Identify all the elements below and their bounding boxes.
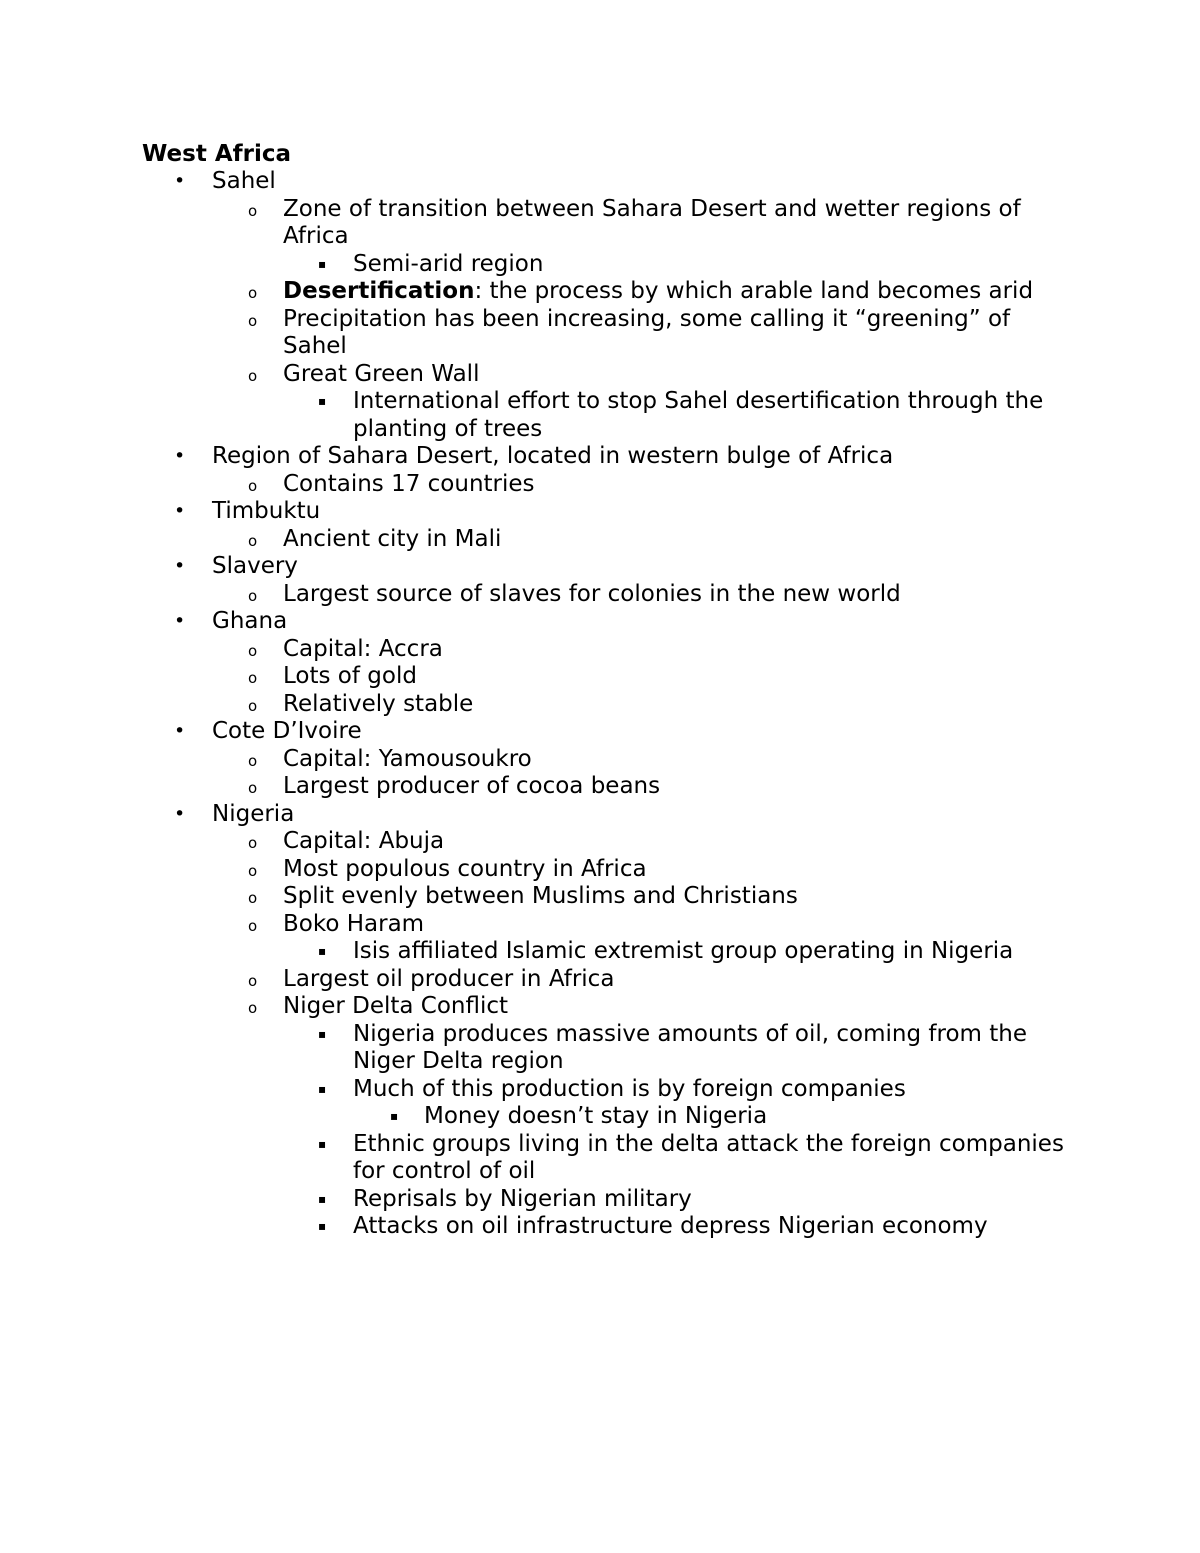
outline-item-text: Cote D’Ivoire xyxy=(212,718,362,744)
outline-item-text: Largest oil producer in Africa xyxy=(283,965,615,992)
outline-item-level-3 xyxy=(142,1213,1072,1241)
bulleted-outline xyxy=(142,168,1072,1241)
outline-item-text: Relatively stable xyxy=(283,690,474,717)
outline-item-level-1 xyxy=(142,553,1072,581)
outline-item-text: Semi-arid region xyxy=(353,250,544,277)
outline-item-text: Contains 17 countries xyxy=(283,470,535,497)
bullet-circle-icon: o xyxy=(248,311,258,330)
outline-item-level-3 xyxy=(142,1021,1072,1076)
bullet-square-icon: ▪ xyxy=(318,1136,327,1151)
outline-item-level-2 xyxy=(142,306,1072,361)
outline-item-text: Ancient city in Mali xyxy=(283,525,502,552)
outline-item-text: Ghana xyxy=(212,608,288,634)
outline-item-level-4 xyxy=(142,1103,1072,1131)
bullet-circle-icon: o xyxy=(248,916,258,935)
bullet-square-icon: ▪ xyxy=(318,256,327,271)
outline-item-text: Capital: Yamousoukro xyxy=(283,745,532,772)
outline-item-text: Slavery xyxy=(212,553,298,579)
outline-item-level-2 xyxy=(142,663,1072,691)
bullet-circle-icon: o xyxy=(248,669,258,687)
bullet-circle-icon: o xyxy=(248,971,258,990)
bullet-square-icon: ▪ xyxy=(318,394,327,408)
bullet-circle-icon: o xyxy=(248,476,258,495)
outline-item-level-1 xyxy=(142,718,1072,746)
outline-item-level-2 xyxy=(142,691,1072,719)
outline-item-level-2 xyxy=(142,828,1072,856)
outline-item-level-2 xyxy=(142,856,1072,884)
document-title: West Africa xyxy=(142,141,292,167)
outline-item-text: Sahel xyxy=(212,168,276,194)
outline-item-text: Largest producer of cocoa beans xyxy=(283,773,661,799)
outline-item-level-2 xyxy=(142,361,1072,389)
outline-item-level-1 xyxy=(142,608,1072,636)
bullet-circle-icon: o xyxy=(248,861,258,880)
outline-item-text: Attacks on oil infrastructure depress Nigerian economy xyxy=(353,1213,988,1239)
bullet-dot-icon: • xyxy=(174,610,186,632)
outline-item-text: Nigeria xyxy=(212,800,295,827)
bullet-circle-icon: o xyxy=(248,284,258,302)
outline-item-level-3 xyxy=(142,251,1072,279)
bullet-circle-icon: o xyxy=(248,834,258,852)
outline-item-text: Timbuktu xyxy=(212,498,321,524)
outline-item-level-3 xyxy=(142,1131,1072,1186)
outline-item-level-2 xyxy=(142,993,1072,1021)
bullet-dot-icon: • xyxy=(174,802,186,825)
outline-item-text: Much of this production is by foreign companies xyxy=(353,1075,906,1102)
outline-item-level-1 xyxy=(142,498,1072,526)
bullet-circle-icon: o xyxy=(248,751,258,770)
outline-item-text: Nigeria produces massive amounts of oil, coming from the Niger Delta region xyxy=(353,1020,1027,1074)
outline-item-level-1 xyxy=(142,801,1072,829)
outline-item-level-2 xyxy=(142,526,1072,554)
outline-item-text: Split evenly between Muslims and Christians xyxy=(283,883,798,909)
outline-item-text: Lots of gold xyxy=(283,663,417,689)
outline-item-level-1 xyxy=(142,168,1072,196)
bullet-circle-icon: o xyxy=(248,999,258,1017)
outline-item-level-2 xyxy=(142,636,1072,664)
outline-item-level-1 xyxy=(142,443,1072,471)
outline-item-text: Ethnic groups living in the delta attack the foreign companies for control of oil xyxy=(353,1130,1064,1184)
outline-item-text: Capital: Accra xyxy=(283,635,443,662)
document-body xyxy=(142,140,1072,1241)
defined-term: Desertification xyxy=(283,278,475,304)
bullet-dot-icon: • xyxy=(174,445,186,467)
outline-item-text: Capital: Abuja xyxy=(283,828,445,854)
outline-item-text: Niger Delta Conflict xyxy=(283,993,509,1019)
outline-item-text: International effort to stop Sahel desertification through the planting of trees xyxy=(353,388,1044,442)
bullet-circle-icon: o xyxy=(248,586,258,605)
bullet-square-icon: ▪ xyxy=(318,1191,327,1206)
outline-item-level-3 xyxy=(142,1076,1072,1104)
outline-item-text: Largest source of slaves for colonies in the new world xyxy=(283,580,901,607)
outline-item-text: Boko Haram xyxy=(283,910,425,937)
bullet-dot-icon: • xyxy=(174,170,186,192)
outline-item-level-3 xyxy=(142,388,1072,443)
outline-item-text: Reprisals by Nigerian military xyxy=(353,1185,692,1212)
bullet-dot-icon: • xyxy=(174,500,186,522)
outline-item-level-2 xyxy=(142,278,1072,306)
bullet-circle-icon: o xyxy=(248,201,258,220)
definition-text: : the process by which arable land becomes arid xyxy=(474,278,1034,304)
bullet-dot-icon: • xyxy=(174,555,186,577)
bullet-circle-icon: o xyxy=(248,641,258,660)
outline-item-level-3 xyxy=(142,1186,1072,1214)
outline-item-text: Isis affiliated Islamic extremist group operating in Nigeria xyxy=(353,938,1014,964)
bullet-circle-icon: o xyxy=(248,696,258,715)
bullet-dot-icon: • xyxy=(174,720,186,742)
outline-item-level-2 xyxy=(142,773,1072,801)
bullet-square-icon: ▪ xyxy=(390,1109,399,1123)
bullet-square-icon: ▪ xyxy=(318,1081,327,1096)
outline-item-level-2 xyxy=(142,911,1072,939)
bullet-square-icon: ▪ xyxy=(318,944,327,958)
bullet-circle-icon: o xyxy=(248,366,258,385)
bullet-circle-icon: o xyxy=(248,889,258,907)
outline-item-text: Zone of transition between Sahara Desert and wetter regions of Africa xyxy=(283,195,1021,249)
outline-item-text: Most populous country in Africa xyxy=(283,855,647,882)
outline-item-level-2 xyxy=(142,746,1072,774)
bullet-circle-icon: o xyxy=(248,779,258,797)
bullet-square-icon: ▪ xyxy=(318,1219,327,1233)
outline-item-level-2 xyxy=(142,581,1072,609)
outline-item-text: Money doesn’t stay in Nigeria xyxy=(424,1103,768,1129)
outline-item-level-3 xyxy=(142,938,1072,966)
outline-item-level-2 xyxy=(142,471,1072,499)
outline-item-text: Precipitation has been increasing, some calling it “greening” of Sahel xyxy=(283,305,1011,359)
outline-item-level-2 xyxy=(142,883,1072,911)
outline-item-text xyxy=(283,278,1072,306)
bullet-square-icon: ▪ xyxy=(318,1026,327,1041)
outline-item-level-2 xyxy=(142,966,1072,994)
outline-item-text: Region of Sahara Desert, located in western bulge of Africa xyxy=(212,443,894,469)
outline-item-level-2 xyxy=(142,196,1072,251)
bullet-circle-icon: o xyxy=(248,531,258,550)
outline-item-text: Great Green Wall xyxy=(283,360,480,387)
